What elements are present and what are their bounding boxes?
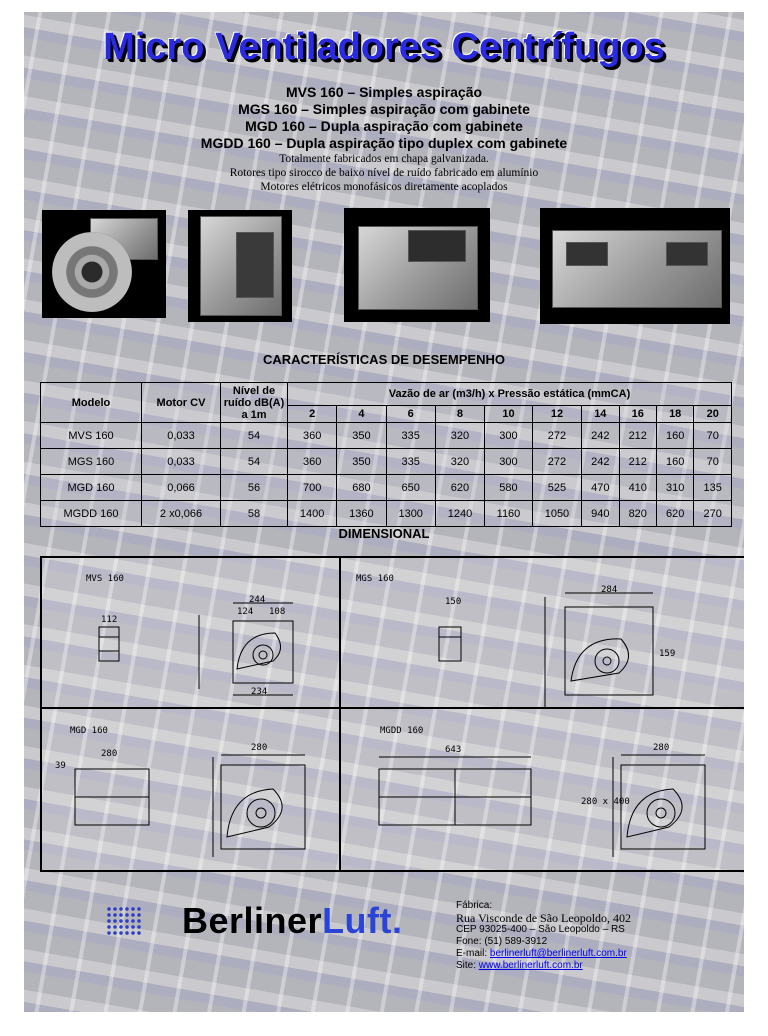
drawing-label: MGS 160 <box>356 574 394 584</box>
dim-value: 280 <box>653 743 670 753</box>
product-photo-mgs <box>188 210 292 322</box>
email-link[interactable]: berlinerluft@berlinerluft.com.br <box>489 948 627 959</box>
pressure-header: 18 <box>656 406 693 423</box>
cell-flow: 212 <box>619 449 656 475</box>
cell-flow: 320 <box>435 449 484 475</box>
table-row <box>41 423 732 449</box>
cell-flow: 360 <box>288 423 337 449</box>
cell-flow: 1360 <box>337 501 386 527</box>
cell-flow: 1300 <box>386 501 435 527</box>
cell-flow: 360 <box>288 449 337 475</box>
performance-title: CARACTERÍSTICAS DE DESEMPENHO <box>263 352 505 367</box>
pressure-header: 20 <box>694 406 732 423</box>
fabrica-label: Fábrica: <box>456 900 493 911</box>
cell-flow: 70 <box>694 423 732 449</box>
cell-flow: 620 <box>435 475 484 501</box>
cell-flow: 410 <box>619 475 656 501</box>
cell-flow: 335 <box>386 423 435 449</box>
drawing-label: MGD 160 <box>70 726 108 736</box>
dim-value: 280 <box>101 749 118 759</box>
cell-flow: 580 <box>485 475 533 501</box>
dimensional-drawings <box>40 556 744 872</box>
pressure-header: 2 <box>288 406 337 423</box>
cell-flow: 135 <box>694 475 732 501</box>
site-line: Site: www.berlinerluft.com.br <box>456 960 583 971</box>
table-row <box>41 501 732 527</box>
dim-value: 124 <box>237 607 254 617</box>
cell-model: MVS 160 <box>41 423 142 449</box>
dim-value: 280 x 400 <box>581 797 630 807</box>
pressure-header: 14 <box>582 406 619 423</box>
dim-value: 280 <box>251 743 268 753</box>
pressure-header: 6 <box>386 406 435 423</box>
dim-value: 112 <box>101 615 118 625</box>
cell-flow: 700 <box>288 475 337 501</box>
cell-flow: 272 <box>532 423 581 449</box>
pressure-header: 8 <box>435 406 484 423</box>
dim-value: 643 <box>445 745 462 755</box>
cell-flow: 320 <box>435 423 484 449</box>
cell-noise: 54 <box>221 449 288 475</box>
drawing-label: MGDD 160 <box>380 726 424 736</box>
cell-flow: 335 <box>386 449 435 475</box>
technical-drawings <box>41 557 744 871</box>
cell-noise: 58 <box>221 501 288 527</box>
dim-value: 150 <box>445 597 462 607</box>
feature-note: Rotores tipo sirocco de baixo nível de ruído fabricado em alumínio <box>229 167 539 179</box>
product-line: MGD 160 – Dupla aspiração com gabinete <box>245 118 523 134</box>
cell-motor: 0,033 <box>142 449 221 475</box>
product-line: MGDD 160 – Dupla aspiração tipo duplex com gabinete <box>200 135 568 151</box>
cell-flow: 940 <box>582 501 619 527</box>
cell-flow: 350 <box>337 449 386 475</box>
feature-note: Totalmente fabricados em chapa galvanizada. <box>279 153 489 165</box>
cell-flow: 300 <box>485 449 533 475</box>
header-modelo: Modelo <box>41 383 142 423</box>
cell-flow: 1400 <box>288 501 337 527</box>
contact-info <box>456 900 631 972</box>
dim-value: 234 <box>251 687 268 697</box>
product-photo-mgd <box>344 208 490 322</box>
cell-flow: 212 <box>619 423 656 449</box>
dim-value: 39 <box>55 761 66 771</box>
phone: Fone: (51) 589-3912 <box>456 936 548 947</box>
cell-flow: 650 <box>386 475 435 501</box>
cell-flow: 70 <box>694 449 732 475</box>
cep: CEP 93025-400 – São Leopoldo – RS <box>456 924 625 935</box>
cell-flow: 525 <box>532 475 581 501</box>
main-title: Micro Ventiladores Centrífugos <box>103 26 665 68</box>
cell-flow: 242 <box>582 423 619 449</box>
product-photo-mgdd <box>540 208 730 324</box>
cell-flow: 470 <box>582 475 619 501</box>
table-row <box>41 475 732 501</box>
cell-model: MGDD 160 <box>41 501 142 527</box>
cell-flow: 310 <box>656 475 693 501</box>
cell-flow: 272 <box>532 449 581 475</box>
dim-value: 284 <box>601 585 618 595</box>
cell-flow: 620 <box>656 501 693 527</box>
pressure-header: 10 <box>485 406 533 423</box>
address: Rua Visconde de São Leopoldo, 402 <box>456 911 632 925</box>
brochure-page <box>24 12 744 1012</box>
pressure-header: 16 <box>619 406 656 423</box>
logo-grid-icon <box>106 906 142 936</box>
dim-value: 108 <box>269 607 286 617</box>
site-link[interactable]: www.berlinerluft.com.br <box>478 960 583 971</box>
cell-flow: 350 <box>337 423 386 449</box>
cell-model: MGS 160 <box>41 449 142 475</box>
product-photo-mvs <box>42 210 166 318</box>
cell-flow: 820 <box>619 501 656 527</box>
cell-model: MGD 160 <box>41 475 142 501</box>
dim-value: 244 <box>249 595 266 605</box>
feature-note: Motores elétricos monofásicos diretamente acoplados <box>260 181 508 193</box>
cell-motor: 2 x0,066 <box>142 501 221 527</box>
dimensional-title: DIMENSIONAL <box>338 526 430 541</box>
pressure-header: 4 <box>337 406 386 423</box>
cell-flow: 160 <box>656 449 693 475</box>
cell-noise: 56 <box>221 475 288 501</box>
dim-value: 159 <box>659 649 676 659</box>
product-line: MGS 160 – Simples aspiração com gabinete <box>238 101 530 117</box>
cell-flow: 1240 <box>435 501 484 527</box>
cell-flow: 1050 <box>532 501 581 527</box>
table-row <box>41 449 732 475</box>
cell-motor: 0,033 <box>142 423 221 449</box>
brand-logo <box>106 900 403 942</box>
cell-flow: 160 <box>656 423 693 449</box>
brand-name: BerlinerLuft. <box>182 900 403 941</box>
performance-table <box>40 382 732 527</box>
cell-motor: 0,066 <box>142 475 221 501</box>
header-ruido: Nível de ruído dB(A) a 1m <box>221 383 288 423</box>
cell-flow: 680 <box>337 475 386 501</box>
cell-flow: 300 <box>485 423 533 449</box>
product-list <box>24 84 744 194</box>
header-vazao: Vazão de ar (m3/h) x Pressão estática (mmCA) <box>288 383 732 406</box>
drawing-label: MVS 160 <box>86 574 124 584</box>
header-motor: Motor CV <box>142 383 221 423</box>
product-line: MVS 160 – Simples aspiração <box>285 84 483 100</box>
cell-flow: 242 <box>582 449 619 475</box>
pressure-header: 12 <box>532 406 581 423</box>
email-line: E-mail: berlinerluft@berlinerluft.com.br <box>456 948 627 959</box>
cell-noise: 54 <box>221 423 288 449</box>
cell-flow: 270 <box>694 501 732 527</box>
cell-flow: 1160 <box>485 501 533 527</box>
